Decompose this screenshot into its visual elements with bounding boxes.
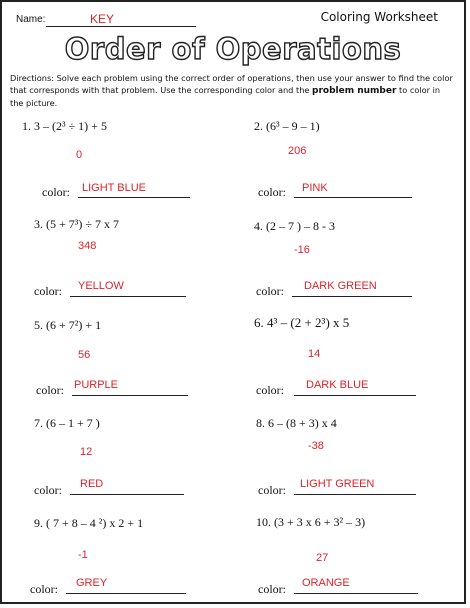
- directions-text-b: to color in the picture.: [10, 85, 441, 108]
- name-line: [46, 26, 196, 27]
- problem-4-answer: -16: [294, 244, 310, 256]
- problem-10-color-label: color:: [258, 582, 286, 596]
- problem-8-color-line: [294, 494, 416, 495]
- problem-5-expression: 5. (6 + 7²) + 1: [34, 318, 102, 332]
- problem-10-color-line: [294, 593, 418, 594]
- problem-6-answer: 14: [308, 348, 321, 360]
- problem-1-answer: 0: [76, 149, 83, 161]
- problem-1-color-value: LIGHT BLUE: [82, 182, 146, 194]
- problem-6-color-label: color:: [256, 383, 284, 397]
- problem-1-color-line: [78, 197, 190, 198]
- problem-9-color-line: [66, 593, 186, 594]
- problem-9-expression: 9. ( 7 + 8 – 4 ²) x 2 + 1: [34, 516, 144, 530]
- problem-4-color-value: DARK GREEN: [304, 280, 377, 292]
- problem-1-expression: 1. 3 – (2³ ÷ 1) + 5: [22, 119, 107, 133]
- problem-3-color-line: [70, 296, 186, 297]
- problem-5-color-line: [72, 395, 188, 396]
- page-title: Order of Operations: [64, 32, 402, 66]
- problem-7-color-line: [70, 494, 184, 495]
- problem-7-answer: 12: [80, 446, 93, 458]
- problem-5-color-label: color:: [36, 383, 64, 397]
- directions-text-a: Directions: Solve each problem using the correct order of operations, then use your answer to find the color that corresponds with that problem. Use the corresponding color and the: [10, 73, 453, 95]
- problem-3-answer: 348: [78, 240, 97, 252]
- directions: [10, 72, 456, 109]
- problem-8-answer: -38: [308, 440, 324, 452]
- problem-3-color-value: YELLOW: [78, 280, 124, 292]
- problem-8-expression: 8. 6 – (8 + 3) x 4: [256, 416, 337, 430]
- problem-6-expression: 6. 4³ – (2 + 2³) x 5: [254, 315, 350, 330]
- problem-5-color-value: PURPLE: [74, 379, 119, 391]
- problem-6-color-line: [294, 395, 416, 396]
- problem-2-answer: 206: [288, 145, 307, 157]
- problem-4-color-label: color:: [256, 284, 284, 298]
- problem-5-answer: 56: [78, 349, 91, 361]
- problem-9-color-label: color:: [30, 582, 58, 596]
- problem-7-expression: 7. (6 – 1 + 7 ): [34, 416, 100, 430]
- problem-2-color-line: [294, 197, 412, 198]
- directions-bold: problem number: [312, 86, 397, 96]
- worksheet-tag: Coloring Worksheet: [320, 10, 438, 24]
- name-label: Name:: [16, 14, 46, 25]
- problem-8-color-label: color:: [258, 483, 286, 497]
- problem-2-expression: 2. (6³ – 9 – 1): [254, 119, 320, 133]
- problem-1-color-label: color:: [42, 185, 70, 199]
- problem-9-color-value: GREY: [76, 577, 108, 589]
- problem-3-expression: 3. (5 + 7³) ÷ 7 x 7: [34, 217, 119, 231]
- problem-6-color-value: DARK BLUE: [306, 379, 369, 391]
- problem-3-color-label: color:: [34, 284, 62, 298]
- problem-10-color-value: ORANGE: [302, 577, 350, 589]
- problem-8-color-value: LIGHT GREEN: [300, 478, 375, 490]
- problem-7-color-label: color:: [34, 483, 62, 497]
- problem-4-expression: 4. (2 – 7 ) – 8 - 3: [254, 219, 335, 233]
- problem-10-expression: 10. (3 + 3 x 6 + 3² – 3): [256, 515, 366, 529]
- problem-2-color-label: color:: [258, 185, 286, 199]
- problem-7-color-value: RED: [80, 478, 104, 490]
- problem-2-color-value: PINK: [302, 182, 328, 194]
- name-value: KEY: [90, 12, 115, 26]
- problem-4-color-line: [292, 296, 412, 297]
- problem-10-answer: 27: [316, 552, 329, 564]
- problem-9-answer: -1: [78, 549, 88, 561]
